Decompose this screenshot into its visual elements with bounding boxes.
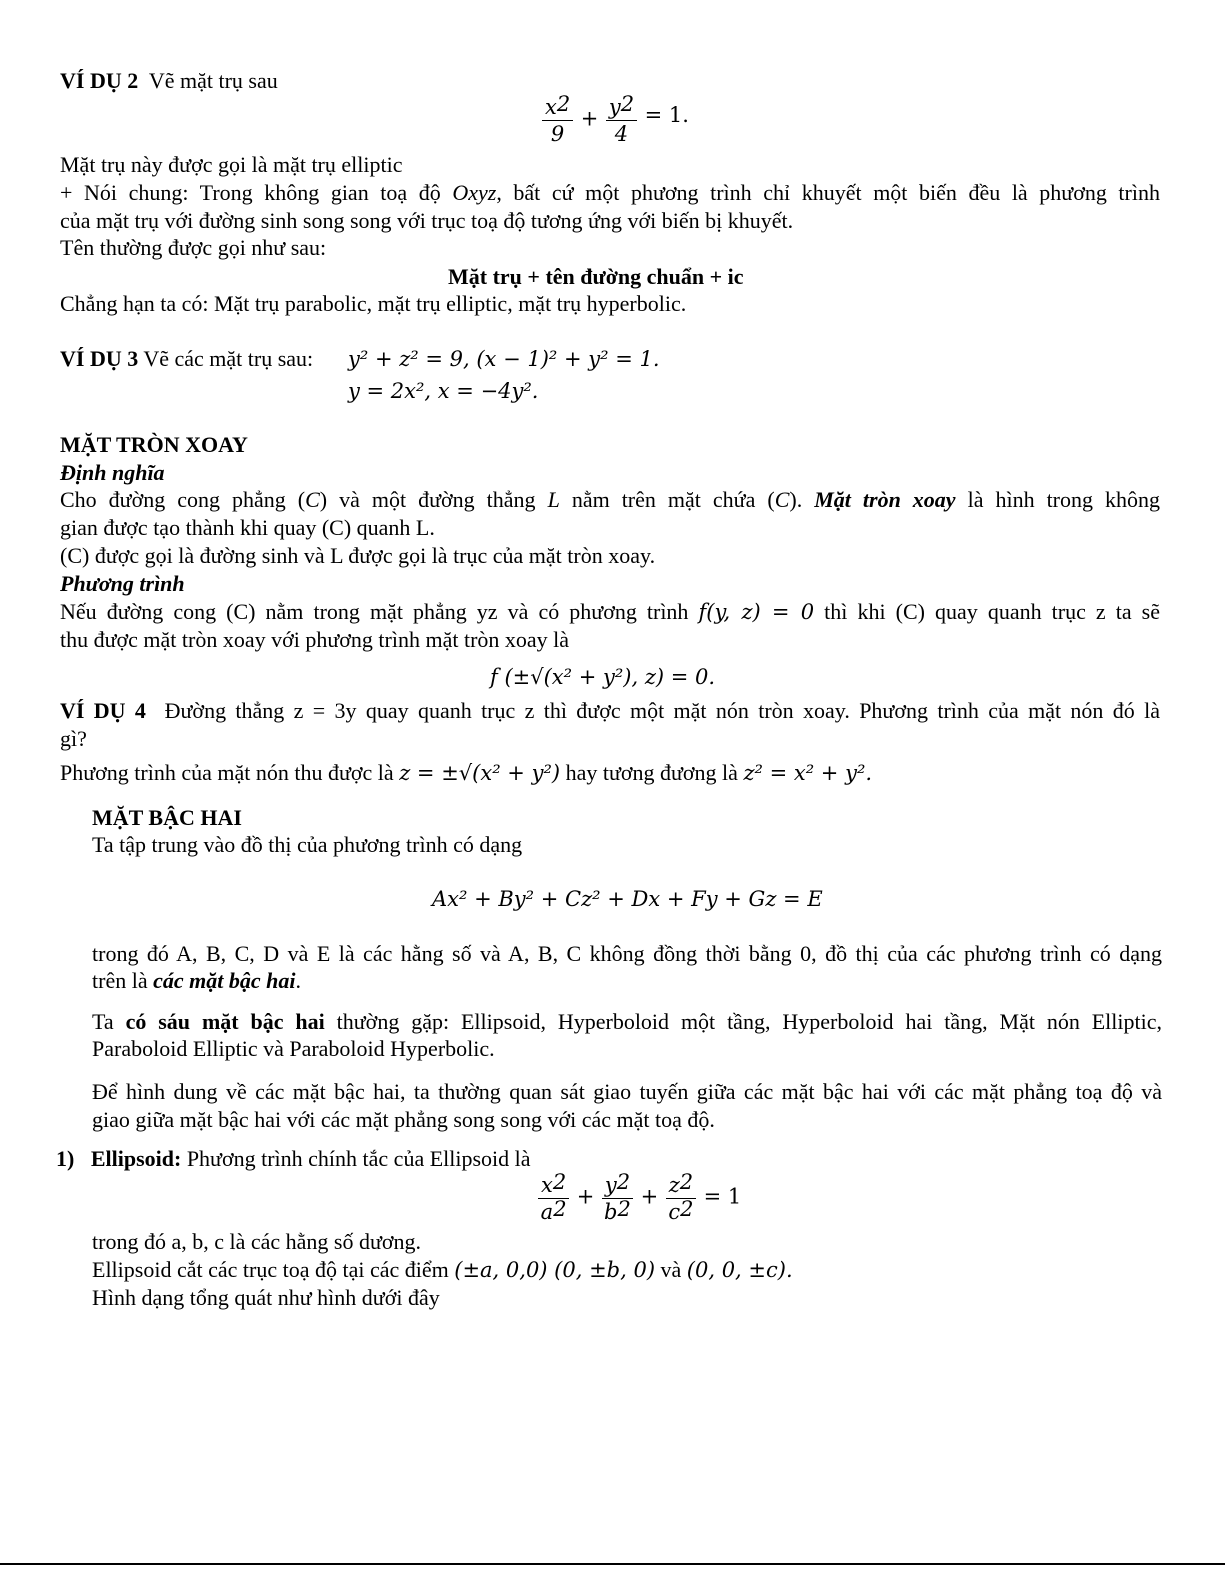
naming-intro: Tên thường được gọi như sau: [60,235,327,260]
revolution-paragraph-2: thu được mặt tròn xoay với phương trình mặt tròn xoay là [60,627,570,652]
example-4-answer: Phương trình của mặt nón thu được là z = ±√(x² + y²) hay tương đương là z² = x² + y². [60,760,873,785]
definition-line-3: (C) được gọi là đường sinh và L được gọi là trục của mặt tròn xoay. [60,543,656,568]
quadric-intro: Ta tập trung vào đồ thị của phương trình có dạng [92,832,523,857]
example-4-line-1: VÍ DỤ 4 Đường thẳng z = 3y quay quanh trục z thì được một mặt nón tròn xoay. Phương trình của mặt nón đó là [60,698,1161,723]
quadric-paragraph-2a: Ta có sáu mặt bậc hai thường gặp: Ellipsoid, Hyperboloid một tầng, Hyperboloid hai tầng, Mặt nón Elliptic, [92,1009,1163,1034]
equation-heading: Phương trình [60,571,185,596]
definition-line-2: gian được tạo thành khi quay (C) quanh L. [60,515,435,540]
quadric-general-equation: Ax² + By² + Cz² + Dx + Fy + Gz = E [432,887,823,911]
quadric-paragraph-3a: Để hình dung về các mặt bậc hai, ta thường quan sát giao tuyến giữa các mặt bậc hai với các mặt phẳng toạ độ và [92,1079,1162,1104]
definition-heading: Định nghĩa [60,460,165,485]
general-cylinder-line: + Nói chung: Trong không gian toạ độ Oxyz, bất cứ một phương trình chỉ khuyết một biến đều là phương trình [60,180,1160,205]
quadric-paragraph-1a: trong đó A, B, C, D và E là các hằng số và A, B, C không đồng thời bằng 0, đồ thị của các phương trình có dạng [92,941,1162,966]
ellipsoid-figure-caption: Hình dạng tổng quát như hình dưới đây [92,1285,440,1310]
example-3-equations-2: y = 2x², x = −4y². [348,379,539,403]
ellipsoid-constants: trong đó a, b, c là các hằng số dương. [92,1229,422,1254]
quadric-paragraph-3b: giao giữa mặt bậc hai với các mặt phẳng song song với các mặt toạ độ. [92,1107,715,1132]
section-heading-quadric: MẶT BẬC HAI [92,805,242,830]
quadric-paragraph-1b: trên là các mặt bậc hai. [92,968,301,993]
example-3-equations-1: y² + z² = 9, (x − 1)² + y² = 1. [348,347,660,371]
ellipsoid-title: 1) Ellipsoid: Phương trình chính tắc của Ellipsoid là [56,1146,531,1171]
elliptic-cylinder-note: Mặt trụ này được gọi là mặt trụ elliptic [60,152,403,177]
example-4-line-2: gì? [60,726,87,751]
ellipse-cylinder-equation: $\frac{x^2}{9}$ + $\frac{y^2}{4}$ = 1. [540,94,689,147]
example-3-title: VÍ DỤ 3 Vẽ các mặt trụ sau: [60,346,314,371]
section-heading-revolution: MẶT TRÒN XOAY [60,432,248,457]
ellipsoid-equation: $\frac{x^2}{a^2}$ + $\frac{y^2}{b^2}$ + $\frac{z^2}{c^2}$ = 1 [536,1172,741,1225]
revolution-formula: f (±√(x² + y²), z) = 0. [490,665,716,689]
revolution-paragraph-1: Nếu đường cong (C) nằm trong mặt phẳng yz và có phương trình f(y, z) = 0 thì khi (C) quay quanh trục z ta sẽ [60,599,1160,624]
example-2-label: VÍ DỤ 2 [60,68,139,93]
naming-rule: Mặt trụ + tên đường chuẩn + ic [448,264,744,289]
example-4-label: VÍ DỤ 4 [60,698,146,723]
ellipsoid-intercepts: Ellipsoid cắt các trục toạ độ tại các điểm (±a, 0,0) (0, ±b, 0) và (0, 0, ±c). [92,1257,793,1282]
example-3-label: VÍ DỤ 3 [60,346,139,371]
page-bottom-border [0,1563,1225,1565]
definition-line-1: Cho đường cong phẳng (C) và một đường thẳng L nằm trên mặt chứa (C). Mặt tròn xoay là hình trong không [60,487,1161,512]
quadric-paragraph-2b: Paraboloid Elliptic và Paraboloid Hyperbolic. [92,1036,495,1061]
generatrix-line: của mặt trụ với đường sinh song song với trục toạ độ tương ứng với biến bị khuyết. [60,208,794,233]
example-2-title [60,68,278,94]
cylinder-examples: Chẳng hạn ta có: Mặt trụ parabolic, mặt trụ elliptic, mặt trụ hyperbolic. [60,291,687,316]
example-2-text: Vẽ mặt trụ sau [148,68,278,93]
